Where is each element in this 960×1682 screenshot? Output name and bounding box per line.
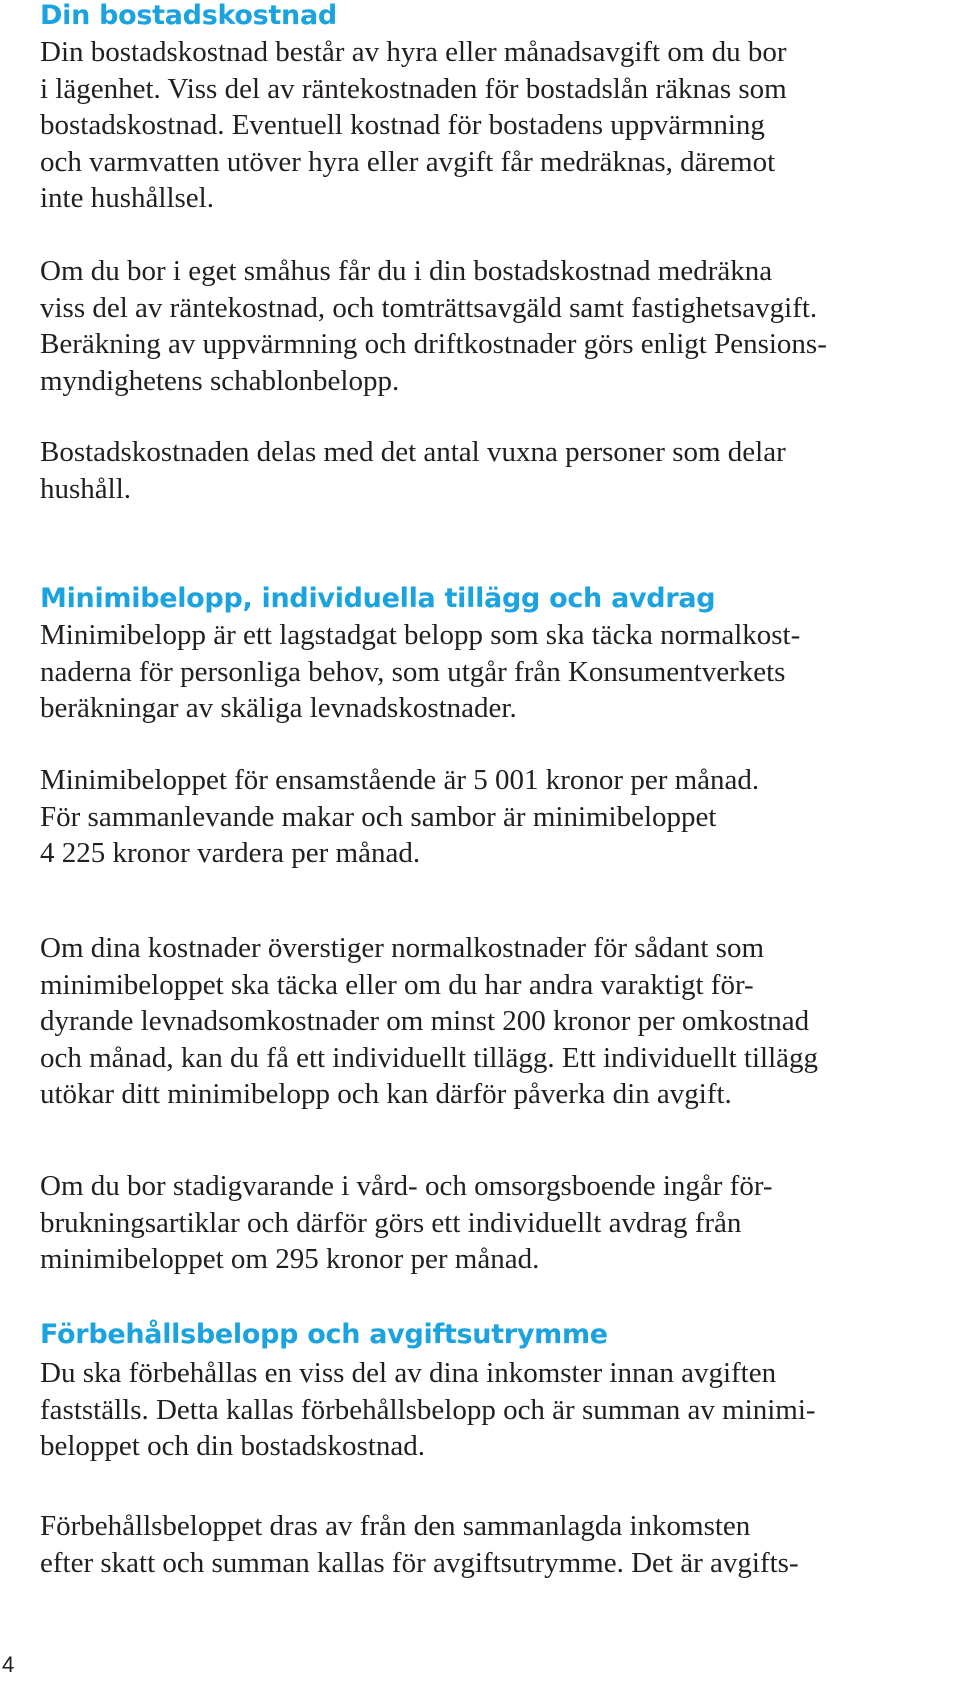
paragraph xyxy=(40,1355,940,1465)
text-line: Om du bor stadigvarande i vård- och omsorgsboende ingår för- xyxy=(40,1170,773,1202)
section-heading-forbehallsbelopp: Förbehållsbelopp och avgiftsutrymme xyxy=(40,1319,608,1350)
paragraph xyxy=(40,617,940,727)
text-line: Om dina kostnader överstiger normalkostnader för sådant som xyxy=(40,932,765,964)
text-line: Minimibeloppet för ensamstående är 5 001 kronor per månad. xyxy=(40,764,760,796)
text-line: hushåll. xyxy=(40,472,132,505)
paragraph xyxy=(40,434,940,507)
text-line: Din bostadskostnad består av hyra eller månadsavgift om du bor xyxy=(40,36,787,68)
text-line: inte hushållsel. xyxy=(40,182,214,214)
page-number: 4 xyxy=(2,1652,15,1677)
text-line: myndighetens schablonbelopp. xyxy=(40,364,400,397)
paragraph xyxy=(40,253,940,399)
text-line: brukningsartiklar och därför görs ett individuellt avdrag från xyxy=(40,1206,742,1239)
text-line: viss del av räntekostnad, och tomträttsavgäld samt fastighetsavgift. xyxy=(40,291,818,324)
text-line: 4 225 kronor vardera per månad. xyxy=(40,837,421,869)
text-line: Förbehållsbeloppet dras av från den sammanlagda inkomsten xyxy=(40,1510,751,1542)
paragraph xyxy=(40,930,940,1113)
paragraph xyxy=(40,762,940,872)
text-line: efter skatt och summan kallas för avgiftsutrymme. Det är avgifts- xyxy=(40,1546,799,1579)
text-line: fastställs. Detta kallas förbehållsbelopp och är summan av minimi- xyxy=(40,1393,816,1426)
text-line: bostadskostnad. Eventuell kostnad för bostadens uppvärmning xyxy=(40,109,765,141)
text-line: minimibeloppet om 295 kronor per månad. xyxy=(40,1243,540,1275)
text-line: dyrande levnadsomkostnader om minst 200 kronor per omkostnad xyxy=(40,1005,810,1037)
text-line: naderna för personliga behov, som utgår från Konsumentverkets xyxy=(40,655,786,688)
text-line: Om du bor i eget småhus får du i din bostadskostnad medräkna xyxy=(40,255,773,287)
text-line: beräkningar av skäliga levnadskostnader. xyxy=(40,692,517,724)
text-line: Du ska förbehållas en viss del av dina inkomster innan avgiften xyxy=(40,1357,777,1389)
text-line: utökar ditt minimibelopp och kan därför påverka din avgift. xyxy=(40,1078,732,1110)
text-line: och varmvatten utöver hyra eller avgift får medräknas, däremot xyxy=(40,145,776,178)
text-line: minimibeloppet ska täcka eller om du har andra varaktigt för- xyxy=(40,968,754,1001)
paragraph xyxy=(40,1508,940,1581)
text-line: och månad, kan du få ett individuellt tillägg. Ett individuellt tillägg xyxy=(40,1041,819,1074)
text-line: Bostadskostnaden delas med det antal vuxna personer som delar xyxy=(40,436,786,468)
text-line: Beräkning av uppvärmning och driftkostnader görs enligt Pensions- xyxy=(40,328,827,360)
section-heading-minimibelopp: Minimibelopp, individuella tillägg och avdrag xyxy=(40,583,716,614)
paragraph xyxy=(40,34,940,217)
text-line: i lägenhet. Viss del av räntekostnaden för bostadslån räknas som xyxy=(40,72,787,105)
paragraph xyxy=(40,1168,940,1278)
text-line: För sammanlevande makar och sambor är minimibeloppet xyxy=(40,800,717,833)
section-heading-bostadskostnad: Din bostadskostnad xyxy=(40,0,337,31)
text-line: beloppet och din bostadskostnad. xyxy=(40,1430,426,1462)
text-line: Minimibelopp är ett lagstadgat belopp som ska täcka normalkost- xyxy=(40,619,801,651)
